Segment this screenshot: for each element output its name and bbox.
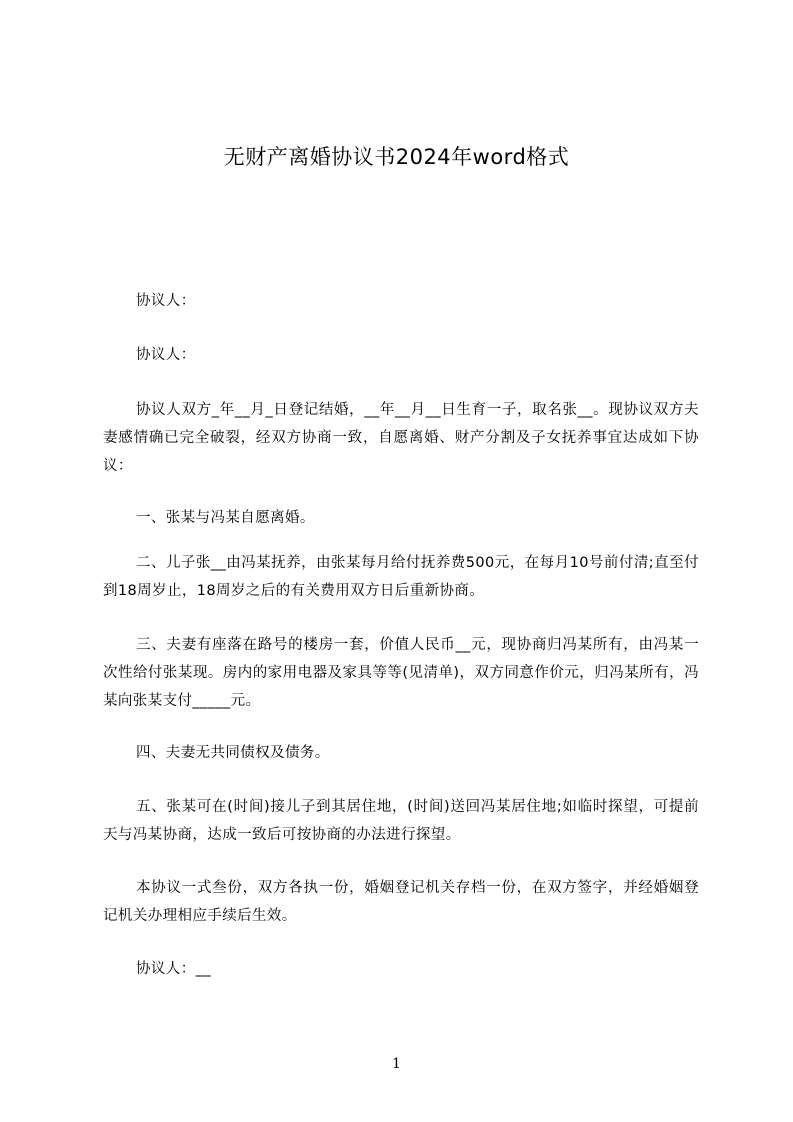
paragraph-party-1: 协议人： (136, 293, 196, 309)
paragraph-signature: 协议人：__ (136, 961, 211, 977)
paragraph-party-2: 协议人： (136, 347, 196, 363)
paragraph-clause-2: 二、儿子张__由冯某抚养，由张某每月给付抚养费500元，在每月10号前付清;直至付到18周岁止，18周岁之后的有关费用双方日后重新协商。 (103, 555, 699, 599)
paragraph-intro: 协议人双方_年__月_日登记结婚，__年__月__日生育一子，取名张__。现协议双方夫妻感情确已完全破裂，经双方协商一致，自愿离婚、财产分割及子女抚养事宜达成如下协议： (103, 402, 699, 474)
page-number: 1 (392, 1056, 401, 1072)
paragraph-effect: 本协议一式叁份，双方各执一份，婚姻登记机关存档一份，在双方签字，并经婚姻登记机关办理相应手续后生效。 (103, 880, 699, 924)
document-title: 无财产离婚协议书2024年word格式 (223, 145, 570, 169)
paragraph-clause-1: 一、张某与冯某自愿离婚。 (136, 510, 315, 526)
paragraph-clause-5: 五、张某可在(时间)接儿子到其居住地，(时间)送回冯某居住地;如临时探望，可提前天与冯某协商，达成一致后可按协商的办法进行探望。 (103, 799, 699, 843)
paragraph-clause-4: 四、夫妻无共同债权及债务。 (136, 745, 330, 761)
paragraph-clause-3: 三、夫妻有座落在路号的楼房一套，价值人民币__元，现协商归冯某所有，由冯某一次性给付张某现。房内的家用电器及家具等等(见清单)，双方同意作价元，归冯某所有，冯某向张某支付_____元。 (103, 637, 699, 709)
